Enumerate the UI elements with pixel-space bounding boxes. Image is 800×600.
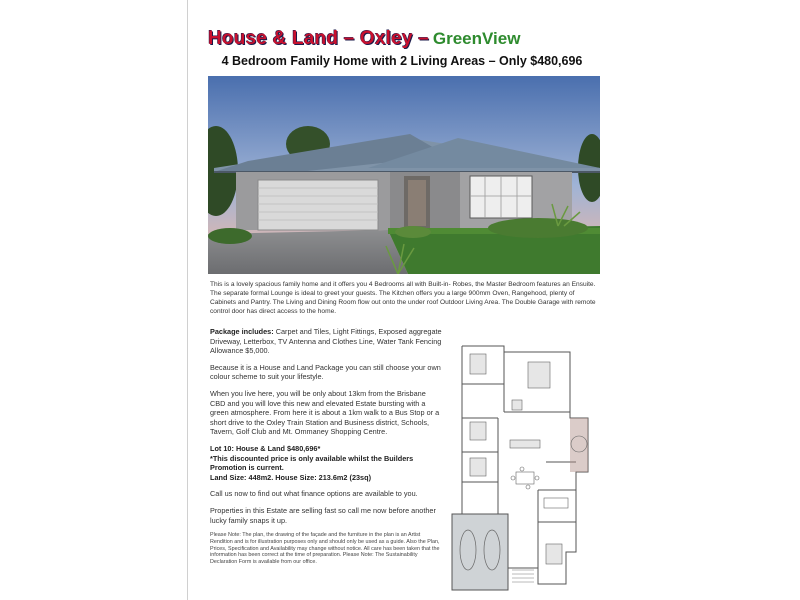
package-label: Package includes: — [210, 327, 274, 336]
details-column — [210, 327, 442, 573]
page-divider — [187, 0, 188, 600]
lot-details — [210, 444, 442, 482]
flyer-page — [204, 22, 600, 600]
house-photo — [208, 76, 600, 274]
floor-plan — [446, 322, 598, 598]
lot-sizes: Land Size: 448m2. House Size: 213.6m2 (23sq) — [210, 472, 372, 482]
flyer-subtitle: 4 Bedroom Family Home with 2 Living Areas – Only $480,696 — [221, 54, 583, 68]
lot-price: Lot 10: House & Land $480,696* — [210, 443, 321, 453]
title-main: House & Land – Oxley – — [208, 28, 429, 49]
intro-text: This is a lovely spacious family home and it offers you 4 Bedrooms all with Built-in- Robes, the Master Bedroom features an Ensuite. The separate formal Lounge is ideal to greet your guests. The Kitchen offers you a large 900mm Oven, Rangehood, plenty of Cabinets and Pantry. The Living and Dining Room flow out onto the under roof Outdoor Living Area. The Double Garage with remote control door has direct access to the home. — [210, 281, 596, 315]
location-paragraph: When you live here, you will be only about 13km from the Brisbane CBD and you will love this new and elevated Estate bursting with a green atmosphere. From here it is about a 1km walk to a Bus Stop or a short drive to the Oxley Train Station and Business district, Schools, Tavern, Golf Club and Mt. Ommaney Shopping Centre. — [210, 388, 440, 437]
disclaimer-note: Please Note: The plan, the drawing of the façade and the furniture in the plan is an Artist Rendition and is for illustration purposes only and should only be used as a guide. Also the Plan, Prices, Specification and Availability may change without notice. All care has been taken that the information has been correct at the time of preparation. Please Note: The Sustainability Declaration Form is available from our office. — [210, 532, 440, 566]
selling-paragraph: Properties in this Estate are selling fast so call me now before another lucky family snaps it up. — [210, 505, 436, 525]
colour-paragraph: Because it is a House and Land Package you can still choose your own colour scheme to suit your lifestyle. — [210, 362, 441, 382]
finance-paragraph: Call us now to find out what finance options are available to you. — [210, 489, 418, 499]
package-paragraph — [210, 327, 442, 356]
package-text: Carpet and Tiles, Light Fittings, Exposed aggregate Driveway, Letterbox, TV Antenna and Clothes Line, Water Tank Fencing Allowance $5,000. — [210, 327, 442, 356]
title-estate: GreenView — [432, 29, 521, 48]
flyer-title — [208, 28, 598, 54]
lot-promotion: *This discounted price is only available whilst the Builders Promotion is current. — [210, 453, 414, 473]
